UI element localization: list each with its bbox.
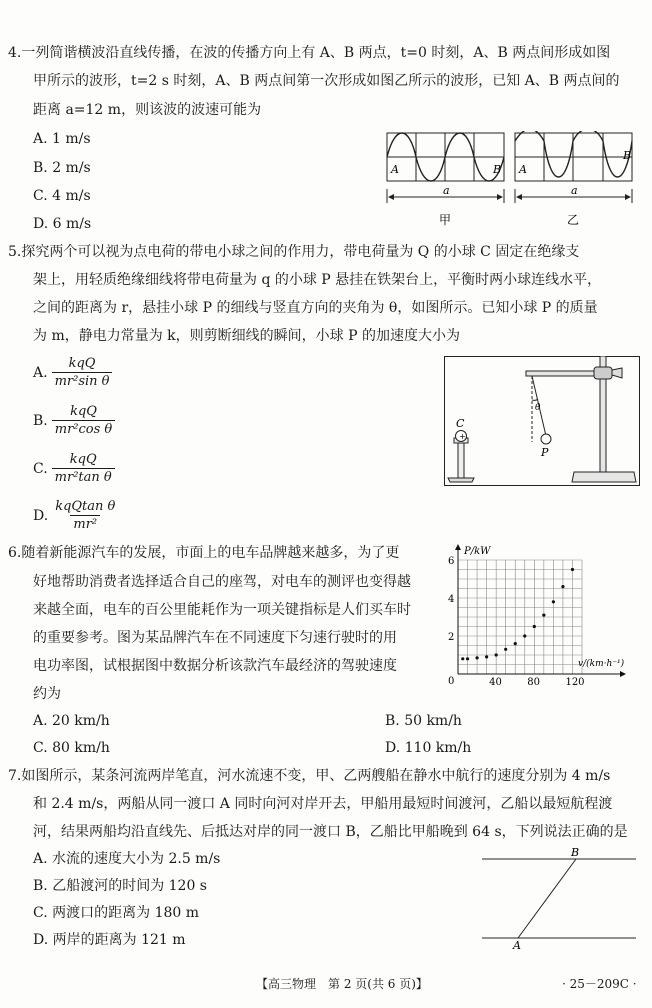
x-axis-label: v/(km·h⁻¹) bbox=[578, 659, 625, 669]
power-chart bbox=[440, 540, 648, 686]
q6-line-1: 6.随着新能源汽车的发展，市面上的电车品牌越来越多，为了更 bbox=[8, 545, 400, 561]
q4-option-c: C. 4 m/s bbox=[33, 188, 91, 204]
q7-option-b: B. 乙船渡河的时间为 120 s bbox=[33, 878, 207, 894]
ball-c-label: C bbox=[456, 417, 465, 430]
q4-option-b: B. 2 m/s bbox=[33, 160, 91, 176]
q4-wave-figure bbox=[385, 131, 640, 231]
q5-option-b bbox=[33, 404, 115, 437]
q5-option-b-label: B. bbox=[33, 412, 48, 429]
iron-stand-arm bbox=[526, 371, 600, 376]
data-point bbox=[523, 634, 526, 637]
ball-p bbox=[541, 434, 551, 444]
paper-code: · 25－209C · bbox=[562, 977, 637, 991]
data-point bbox=[485, 655, 488, 658]
q4-line-3: 距离 a=12 m，则该波的波速可能为 bbox=[33, 102, 262, 118]
q5-option-c-label: C. bbox=[33, 460, 48, 477]
y-tick-label: 6 bbox=[448, 556, 455, 567]
q7-line-2: 和 2.4 m/s，两船从同一渡口 A 同时向河对岸开去，甲船用最短时间渡河，乙船以最短航程渡 bbox=[33, 796, 613, 812]
stand-c-base bbox=[448, 478, 474, 482]
x-tick-label: 120 bbox=[565, 677, 585, 686]
length-label-left: a bbox=[443, 184, 450, 197]
q6-line-2: 好地帮助消费者选择适合自己的座驾，对电车的测评也变得越 bbox=[33, 574, 411, 590]
q5-option-d-den: mr² bbox=[70, 515, 100, 532]
q5-option-c-num: kqQ bbox=[69, 452, 97, 467]
q6-option-c: C. 80 km/h bbox=[33, 740, 110, 756]
data-point bbox=[461, 657, 464, 660]
y-tick-label: 4 bbox=[448, 594, 455, 605]
q7-river-figure bbox=[478, 846, 640, 950]
q7-line-1: 7.如图所示，某条河流两岸笔直，河水流速不变，甲、乙两艘船在静水中航行的速度分别为 4 m/s bbox=[8, 768, 611, 784]
q5-option-a-den: mr²sin θ bbox=[52, 372, 113, 389]
q4-line-1: 4.一列简谐横波沿直线传播，在波的传播方向上有 A、B 两点，t=0 时刻，A、B 两点间形成如图 bbox=[8, 45, 611, 61]
q4-option-a: A. 1 m/s bbox=[33, 131, 91, 147]
y-axis-label: P/kW bbox=[464, 546, 491, 557]
x-tick-label: 80 bbox=[527, 677, 541, 686]
wave-label-b-jia: B bbox=[493, 163, 502, 176]
q6-line-5: 电功率图，试根据图中数据分析该款汽车最经济的驾驶速度 bbox=[33, 658, 397, 674]
y-tick-label: 2 bbox=[448, 632, 455, 643]
wave-label-b-yi: B bbox=[623, 149, 632, 162]
x-tick-label: 40 bbox=[489, 677, 502, 686]
q5-option-a-num: kqQ bbox=[68, 356, 96, 371]
data-point bbox=[542, 614, 545, 617]
stand-c-pole bbox=[458, 442, 464, 478]
q7-option-c: C. 两渡口的距离为 180 m bbox=[33, 905, 200, 921]
q6-line-4: 的重要参考。图为某品牌汽车在不同速度下匀速行驶时的用 bbox=[33, 630, 397, 646]
q5-line-3: 之间的距离为 r，悬挂小球 P 的细线与竖直方向的夹角为 θ，如图所示。已知小球 P 的质量 bbox=[33, 300, 598, 316]
q6-line-6: 约为 bbox=[33, 686, 61, 702]
q7-option-a: A. 水流的速度大小为 2.5 m/s bbox=[33, 851, 221, 867]
q6-option-d: D. 110 km/h bbox=[385, 740, 472, 756]
data-point bbox=[561, 585, 564, 588]
caption-yi: 乙 bbox=[567, 213, 580, 227]
svg-text:+: + bbox=[459, 432, 466, 441]
q5-line-2: 架上，用轻质绝缘细线将带电荷量为 q 的小球 P 悬挂在铁架台上，平衡时两小球连线水平， bbox=[33, 272, 602, 288]
data-point bbox=[552, 600, 555, 603]
x-axis-arrow bbox=[620, 671, 626, 677]
q5-option-c-den: mr²tan θ bbox=[52, 468, 115, 485]
q5-option-a-label: A. bbox=[33, 364, 48, 381]
wave-label-a-jia: A bbox=[391, 163, 399, 176]
origin-label: 0 bbox=[448, 676, 455, 686]
q6-option-b: B. 50 km/h bbox=[385, 713, 462, 729]
q5-option-c bbox=[33, 452, 115, 485]
q5-line-4: 为 m，静电力常量为 k，则剪断细线的瞬间，小球 P 的加速度大小为 bbox=[33, 328, 460, 344]
q5-option-d-label: D. bbox=[33, 507, 49, 524]
q7-line-3: 河，结果两船均沿直线先、后抵达对岸的同一渡口 B，乙船比甲船晚到 64 s，下列说法正确的是 bbox=[33, 824, 628, 840]
data-point bbox=[466, 657, 469, 660]
page-footer: 【高三物理 第 2 页(共 6 页)】 bbox=[256, 977, 428, 991]
point-b-label: B bbox=[571, 846, 580, 859]
data-point bbox=[533, 625, 536, 628]
path-a-to-b bbox=[518, 859, 576, 938]
q7-option-d: D. 两岸的距离为 121 m bbox=[33, 932, 186, 948]
q5-option-d bbox=[33, 499, 118, 532]
y-axis-arrow bbox=[455, 544, 461, 550]
angle-label: θ bbox=[535, 403, 541, 413]
data-point bbox=[571, 568, 574, 571]
data-point bbox=[514, 642, 517, 645]
q5-option-d-num: kqQtan θ bbox=[55, 499, 116, 514]
q5-option-a bbox=[33, 356, 112, 389]
data-point bbox=[504, 648, 507, 651]
q5-apparatus-figure bbox=[444, 356, 640, 486]
q6-option-a: A. 20 km/h bbox=[33, 713, 110, 729]
point-a-label: A bbox=[513, 939, 521, 950]
q4-option-d: D. 6 m/s bbox=[33, 216, 92, 232]
data-point bbox=[495, 653, 498, 656]
q5-option-b-den: mr²cos θ bbox=[52, 420, 116, 437]
q5-option-b-num: kqQ bbox=[70, 404, 97, 419]
iron-stand-base bbox=[572, 472, 636, 482]
caption-jia: 甲 bbox=[439, 213, 452, 227]
q4-line-2: 甲所示的波形，t=2 s 时刻，A、B 两点间第一次形成如图乙所示的波形，已知 A、B 两点间的 bbox=[33, 73, 620, 89]
wave-label-a-yi: A bbox=[519, 163, 527, 176]
data-point bbox=[475, 656, 478, 659]
q6-line-3: 来越全面，电车的百公里能耗作为一项关键指标是人们买车时 bbox=[33, 602, 411, 618]
length-label-right: a bbox=[571, 184, 578, 197]
ball-p-label: P bbox=[541, 446, 549, 459]
q5-line-1: 5.探究两个可以视为点电荷的带电小球之间的作用力，带电荷量为 Q 的小球 C 固定在绝缘支 bbox=[8, 244, 580, 260]
